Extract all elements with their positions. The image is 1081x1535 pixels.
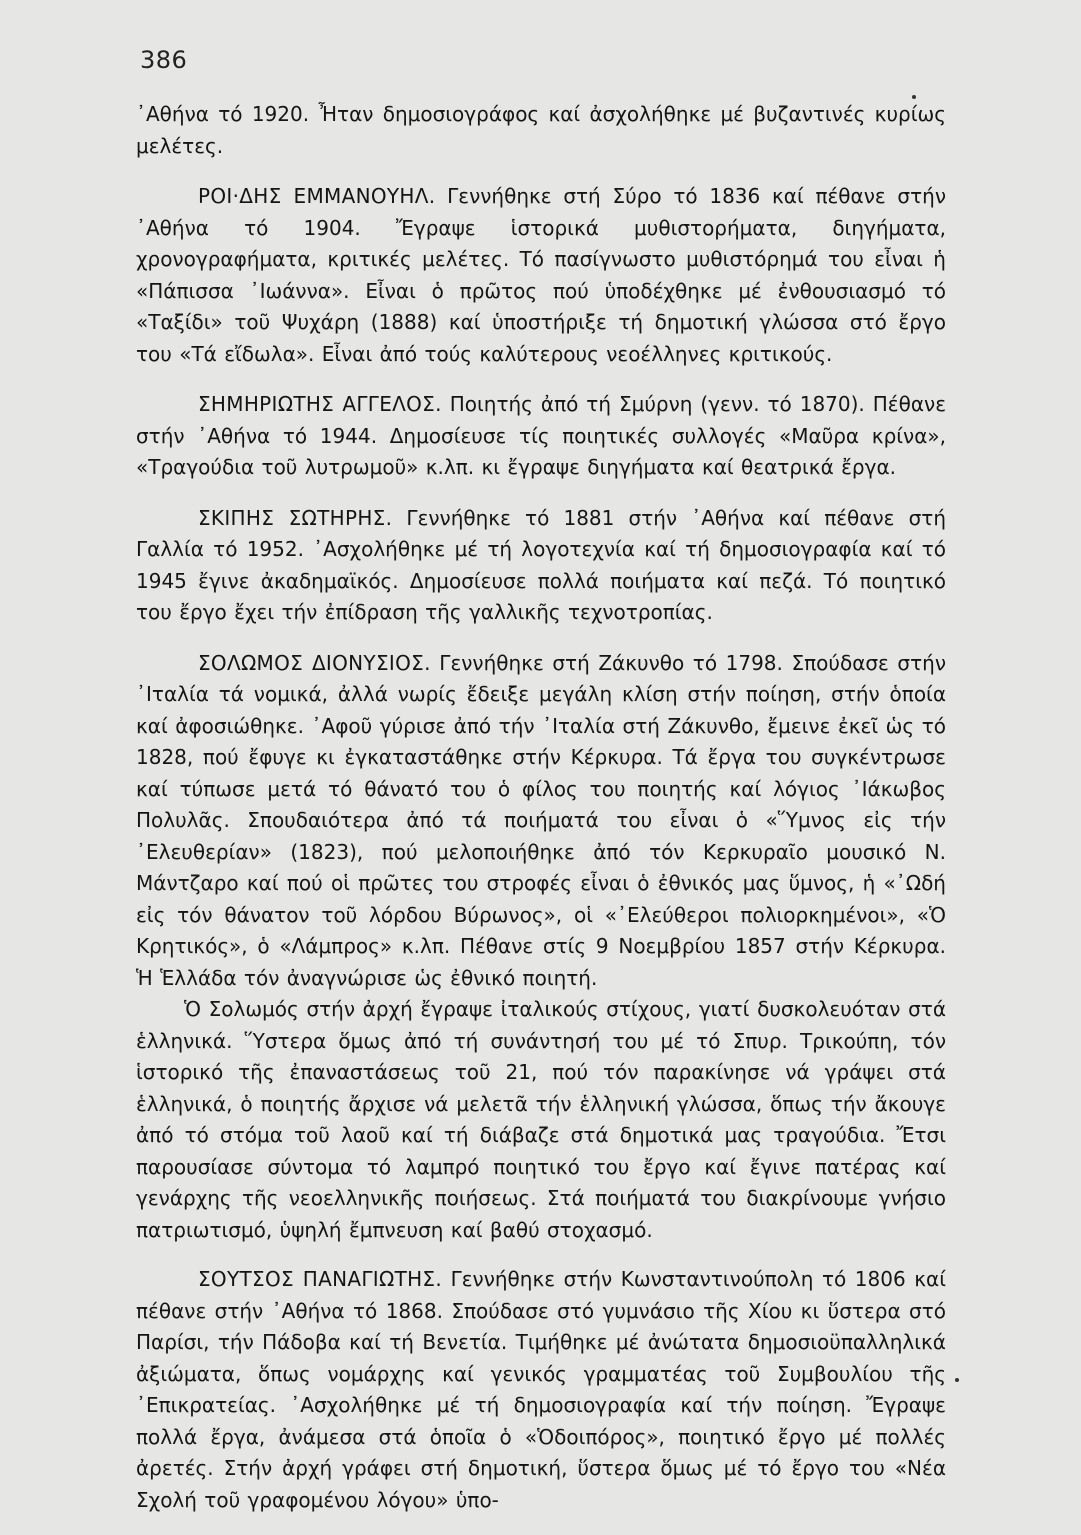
print-speck	[955, 1378, 959, 1382]
entry-text: Γεννήθηκε στή Ζάκυνθο τό 1798. Σπούδασε στήν ᾿Ιταλία τά νομικά, ἀλλά νωρίς ἔδειξε μεγάλη κλίση στήν ποίηση, στήν ὁποία καί ἀφοσιώθηκε. ᾿Αφοῦ γύρισε ἀπό τήν ᾿Ιταλία στή Ζάκυνθο, ἔμεινε ἐκεῖ ὡς τό 1828, πού ἔφυγε κι ἐγκαταστάθηκε στήν Κέρκυρα. Τά ἔργα του συγκέντρωσε καί τύπωσε μετά τό θάνατό του ὁ φίλος του ποιητής καί λόγιος ᾿Ιάκωβος Πολυλᾶς. Σπουδαιότερα ἀπό τά ποιήματά του εἶναι ὁ «Ὕμνος εἰς τήν ᾿Ελευθερίαν» (1823), πού μελοποιήθηκε ἀπό τόν Κερκυραῖο μουσικό Ν. Μάντζαρο καί πού οἱ πρῶτες του στροφές εἶναι ὁ ἐθνικός μας ὕμνος, ἡ «᾿Ωδή εἰς τόν θάνατον τοῦ λόρδου Βύρωνος», οἱ «᾿Ελεύθεροι πολιορκημένοι», «Ὁ Κρητικός», ὁ «Λάμπρος» κ.λπ. Πέθανε στίς 9 Νοεμβρίου 1857 στήν Κέρκυρα. Ἡ Ἑλλάδα τόν ἀναγνώρισε ὡς ἐθνικό ποιητή.	[136, 650, 946, 990]
entry-text: Γεννήθηκε τό 1881 στήν ᾿Αθήνα καί πέθανε στή Γαλλία τό 1952. ᾿Ασχολήθηκε μέ τή λογοτεχνία καί τή δημοσιογραφία καί τό 1945 ἔγινε ἀκαδημαϊκός. Δημοσίευσε πολλά ποιήματα καί πεζά. Τό ποιητικό του ἔργο ἔχει τήν ἐπίδραση τῆς γαλλικῆς τεχνοτροπίας.	[136, 505, 946, 624]
entry-heading: ΣΗΜΗΡΙΩΤΗΣ ΑΓΓΕΛΟΣ.	[198, 392, 442, 416]
entry-heading: ΡΟΙ·ΔΗΣ ΕΜΜΑΝΟΥΗΛ.	[198, 184, 436, 208]
paragraph-text: Ὁ Σολωμός στήν ἀρχή ἔγραψε ἰταλικούς στίχους, γιατί δυσκολευόταν στά ἑλληνικά. Ὕστερα ὅμως ἀπό τή συνάντησή του μέ τό Σπυρ. Τρικούπη, τόν ἱστορικό τῆς ἐπαναστάσεως τοῦ 21, πού τόν παρακίνησε νά γράψει στά ἑλληνικά, ὁ ποιητής ἄρχισε νά μελετᾶ τήν ἑλληνική γλώσσα, ὅπως τήν ἄκουγε ἀπό τό στόμα τοῦ λαοῦ καί τή διάβαζε στά δημοτικά μας τραγούδια. Ἔτσι παρουσίασε σύντομα τό λαμπρό ποιητικό του ἔργο καί ἔγινε πατέρας καί γενάρχης τῆς νεοελληνικῆς ποιήσεως. Στά ποιήματά του διακρίνουμε γνήσιο πατριωτισμό, ὑψηλή ἔμπνευση καί βαθύ στοχασμό.	[136, 997, 946, 1242]
entry-simiriotis	[136, 389, 946, 484]
entry-heading: ΣΚΙΠΗΣ ΣΩΤΗΡΗΣ.	[198, 505, 393, 530]
entry-skipis	[136, 503, 946, 629]
entry-text: Γεννήθηκε στήν Κωνσταντινούπολη τό 1806 καί πέθανε στήν ᾿Αθήνα τό 1868. Σπούδασε στό γυμνάσιο τῆς Χίου κι ὕστερα στό Παρίσι, τήν Πάδοβα καί τή Βενετία. Τιμήθηκε μέ ἀνώτατα δημοσιοϋπαλληλικά ἀξιώματα, ὅπως νομάρχης καί γενικός γραμματέας τοῦ Συμβουλίου τῆς ᾿Επικρατείας. ᾿Ασχολήθηκε μέ τή δημοσιογραφία καί τήν ποίηση. Ἔγραψε πολλά ἔργα, ἀνάμεσα στά ὁποῖα ὁ «Ὁδοιπόρος», ποιητικό ἔργο μέ πολλές ἀρετές. Στήν ἀρχή γράφει στή δημοτική, ὕστερα ὅμως μέ τό ἔργο του «Νέα Σχολή τοῦ γραφομένου λόγου» ὑπο-	[136, 1267, 947, 1512]
entry-heading: ΣΟΥΤΣΟΣ ΠΑΝΑΓΙΩΤΗΣ.	[198, 1267, 443, 1291]
entry-text: Γεννήθηκε στή Σύρο τό 1836 καί πέθανε στήν ᾿Αθήνα τό 1904. Ἔγραψε ἱστορικά μυθιστορήματα, διηγήματα, χρονογραφήματα, κριτικές μελέτες. Τό πασίγνωστο μυθιστόρημά του εἶναι ἡ «Πάπισσα ᾿Ιωάννα». Εἶναι ὁ πρῶτος πού ὑποδέχθηκε μέ ἐνθουσιασμό τό «Ταξίδι» τοῦ Ψυχάρη (1888) καί ὑποστήριξε τή δημοτική γλώσσα στό ἔργο του «Τά εἴδωλα». Εἶναι ἀπό τούς καλύτερους νεοέλληνες κριτικούς.	[136, 184, 946, 366]
paragraph-athina-continuation	[136, 99, 946, 162]
text-body	[136, 99, 946, 1535]
entry-solomos-continued	[136, 994, 946, 1246]
page-number: 386	[140, 46, 188, 74]
entry-soutsos	[136, 1264, 946, 1516]
print-speck	[912, 95, 916, 99]
entry-text: Ποιητής ἀπό τή Σμύρνη (γενν. τό 1870). Πέθανε στήν ᾿Αθήνα τό 1944. Δημοσίευσε τίς ποιητικές συλλογές «Μαῦρα κρίνα», «Τραγούδια τοῦ λυτρωμοῦ» κ.λπ. κι ἔγραψε διηγήματα καί θεατρικά ἔργα.	[136, 392, 947, 479]
entry-roidis	[136, 181, 946, 370]
entry-solomos	[136, 648, 946, 995]
entry-heading: ΣΟΛΩΜΟΣ ΔΙΟΝΥΣΙΟΣ.	[198, 650, 431, 675]
paragraph-text: ᾿Αθήνα τό 1920. Ἦταν δημοσιογράφος καί ἀσχολήθηκε μέ βυζαντινές κυρίως μελέτες.	[136, 102, 946, 158]
